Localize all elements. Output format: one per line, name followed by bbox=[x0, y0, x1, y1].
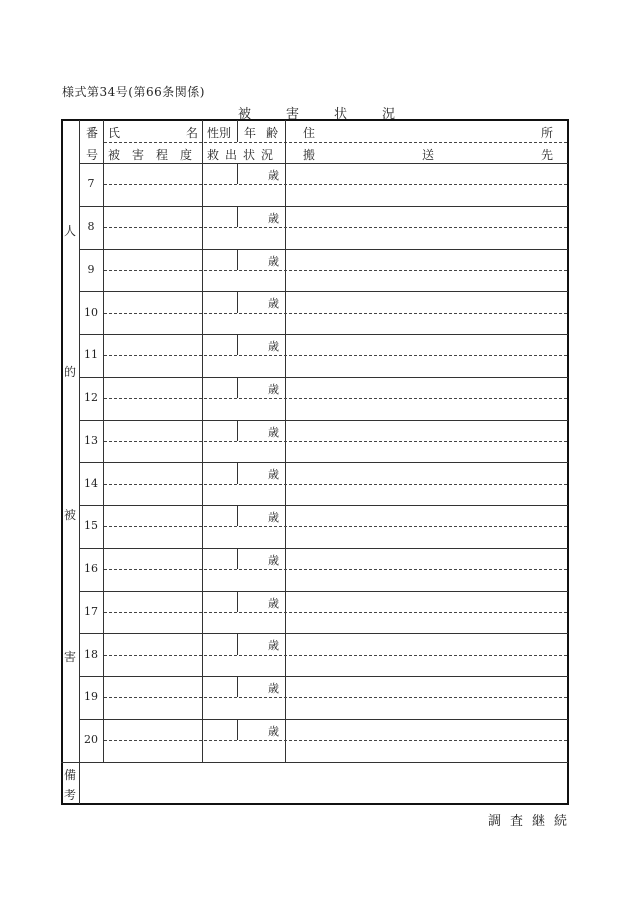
age-unit: 歳 bbox=[268, 254, 279, 268]
row-bottom-line bbox=[80, 420, 568, 421]
age-unit: 歳 bbox=[268, 340, 279, 353]
sex-age-divider bbox=[237, 334, 238, 355]
row-dashed-divider bbox=[104, 270, 567, 271]
side-label-char: 的 bbox=[63, 365, 76, 379]
header-age-right: 齢 bbox=[266, 126, 279, 140]
header-char: 害 bbox=[132, 148, 145, 162]
row-dashed-divider bbox=[104, 740, 567, 741]
row-number: 15 bbox=[84, 519, 98, 533]
header-rescue-status bbox=[207, 148, 273, 162]
row-dashed-divider bbox=[104, 697, 567, 698]
row-bottom-line bbox=[80, 548, 568, 549]
remarks-top-line bbox=[61, 762, 568, 763]
row-dashed-divider bbox=[104, 569, 567, 570]
header-transport-1: 搬 bbox=[303, 148, 316, 162]
header-transport-3: 先 bbox=[541, 148, 554, 162]
sex-age-divider bbox=[237, 163, 238, 184]
title-char: 況 bbox=[382, 107, 396, 122]
sex-age-divider bbox=[237, 591, 238, 612]
header-transport-2: 送 bbox=[422, 148, 435, 162]
sex-age-divider bbox=[237, 377, 238, 398]
header-dashed-divider bbox=[104, 142, 567, 143]
age-unit: 歳 bbox=[268, 596, 279, 610]
header-sex: 性別 bbox=[207, 126, 232, 140]
side-label-char: 人 bbox=[63, 224, 76, 238]
age-unit: 歳 bbox=[268, 511, 279, 524]
sex-age-header-divider bbox=[237, 120, 238, 142]
header-name-right: 名 bbox=[186, 126, 199, 140]
row-bottom-line bbox=[80, 334, 568, 335]
header-name-left: 氏 bbox=[108, 126, 121, 140]
row-dashed-divider bbox=[104, 612, 567, 613]
age-unit: 歳 bbox=[268, 682, 279, 695]
sex-age-divider bbox=[237, 548, 238, 569]
row-bottom-line bbox=[80, 505, 568, 506]
age-unit: 歳 bbox=[268, 211, 279, 225]
row-number: 10 bbox=[84, 305, 98, 319]
title-char: 状 bbox=[334, 107, 348, 122]
footer-char: 調 bbox=[488, 814, 502, 829]
form-number: 様式第34号(第66条関係) bbox=[62, 85, 205, 99]
row-number: 18 bbox=[84, 647, 98, 661]
header-char: 救 bbox=[207, 148, 220, 162]
sex-age-divider bbox=[237, 505, 238, 526]
row-number: 17 bbox=[84, 604, 98, 618]
remarks-label-top: 備 bbox=[64, 768, 77, 782]
sex-age-divider bbox=[237, 676, 238, 697]
row-dashed-divider bbox=[104, 398, 567, 399]
age-unit: 歳 bbox=[268, 169, 279, 182]
row-dashed-divider bbox=[104, 526, 567, 527]
footer-char: 査 bbox=[510, 814, 524, 829]
survey-continued bbox=[488, 810, 576, 829]
header-age-left: 年 bbox=[244, 126, 257, 140]
row-bottom-line bbox=[80, 591, 568, 592]
sex-age-divider bbox=[237, 291, 238, 312]
sex-age-divider bbox=[237, 420, 238, 441]
row-bottom-line bbox=[80, 206, 568, 207]
row-dashed-divider bbox=[104, 227, 567, 228]
sex-age-divider bbox=[237, 719, 238, 740]
header-char: 程 bbox=[156, 148, 169, 162]
header-address-right: 所 bbox=[541, 126, 554, 140]
remarks-label-bottom: 考 bbox=[64, 788, 77, 802]
title-char: 害 bbox=[286, 107, 300, 122]
row-dashed-divider bbox=[104, 313, 567, 314]
sex-age-divider bbox=[237, 633, 238, 654]
row-bottom-line bbox=[80, 291, 568, 292]
row-bottom-line bbox=[80, 462, 568, 463]
row-number: 12 bbox=[84, 391, 98, 405]
row-number: 16 bbox=[84, 562, 98, 576]
age-unit: 歳 bbox=[268, 425, 279, 439]
row-bottom-line bbox=[80, 249, 568, 250]
sex-age-divider bbox=[237, 249, 238, 270]
row-number: 7 bbox=[87, 177, 95, 191]
row-bottom-line bbox=[80, 377, 568, 378]
row-bottom-line bbox=[80, 633, 568, 634]
row-number: 19 bbox=[84, 690, 98, 704]
header-char: 出 bbox=[225, 148, 238, 162]
side-label-char: 被 bbox=[63, 508, 76, 522]
header-number-top: 番 bbox=[86, 126, 99, 140]
footer-char: 続 bbox=[554, 814, 568, 829]
footer-char: 継 bbox=[532, 814, 546, 829]
row-dashed-divider bbox=[104, 655, 567, 656]
row-dashed-divider bbox=[104, 484, 567, 485]
age-unit: 歳 bbox=[268, 382, 279, 396]
row-dashed-divider bbox=[104, 441, 567, 442]
age-unit: 歳 bbox=[268, 297, 279, 311]
header-char: 被 bbox=[108, 148, 121, 162]
side-label-char: 害 bbox=[63, 650, 76, 664]
row-number: 13 bbox=[84, 433, 98, 447]
row-number: 11 bbox=[84, 348, 98, 362]
header-char: 状 bbox=[243, 148, 256, 162]
row-dashed-divider bbox=[104, 355, 567, 356]
age-unit: 歳 bbox=[268, 468, 279, 482]
header-damage-degree bbox=[108, 148, 192, 162]
row-number: 20 bbox=[84, 733, 98, 747]
row-bottom-line bbox=[80, 719, 568, 720]
header-char: 度 bbox=[180, 148, 193, 162]
row-number: 8 bbox=[87, 220, 95, 234]
age-unit: 歳 bbox=[268, 553, 279, 567]
sex-age-divider bbox=[237, 462, 238, 483]
row-bottom-line bbox=[80, 676, 568, 677]
header-bottom-line bbox=[80, 163, 568, 164]
title-char: 被 bbox=[238, 107, 252, 122]
header-address-left: 住 bbox=[303, 126, 316, 140]
age-unit: 歳 bbox=[268, 639, 279, 653]
row-dashed-divider bbox=[104, 184, 567, 185]
row-number: 14 bbox=[84, 476, 98, 490]
header-char: 況 bbox=[261, 148, 274, 162]
sex-age-divider bbox=[237, 206, 238, 227]
header-number-bottom: 号 bbox=[86, 148, 99, 162]
row-number: 9 bbox=[87, 262, 95, 276]
age-unit: 歳 bbox=[268, 724, 279, 738]
